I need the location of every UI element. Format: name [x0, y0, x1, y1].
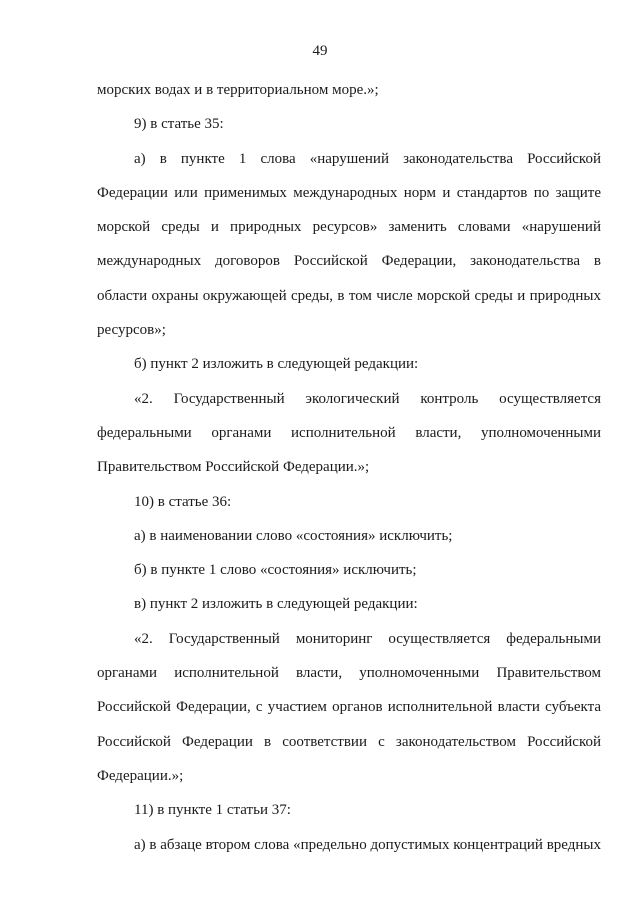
paragraph-quote-monitoring: «2. Государственный мониторинг осуществляется федеральными органами исполнительной власти, уполномоченными Правительством Российской Федерации, с участием органов исполнительной власти субъекта Российской Федерации в соответствии с законодательством Российской Федерации.»; [97, 630, 601, 784]
paragraph-item-11a: а) в абзаце втором слова «предельно допустимых концентраций вредных [134, 836, 601, 853]
document-body [97, 73, 601, 862]
paragraph-quote-control: «2. Государственный экологический контроль осуществляется федеральными органами исполнительной власти, уполномоченными Правительством Российской Федерации.»; [97, 390, 601, 476]
paragraph-item-9a: а) в пункте 1 слова «нарушений законодательства Российской Федерации или применимых международных норм и стандартов по защите морской среды и природных ресурсов» заменить словами «нарушений международных договоров Российской Федерации, законодательства в области охраны окружающей среды, в том числе морской среды и природных ресурсов»; [97, 150, 601, 339]
paragraph-item-9b: б) пункт 2 изложить в следующей редакции: [134, 356, 419, 373]
paragraph-item-10b: б) в пункте 1 слово «состояния» исключить; [134, 562, 417, 579]
paragraph-item-11: 11) в пункте 1 статьи 37: [134, 802, 291, 819]
paragraph-item-10: 10) в статье 36: [134, 493, 232, 510]
paragraph-item-9: 9) в статье 35: [134, 116, 224, 133]
paragraph-item-10v: в) пункт 2 изложить в следующей редакции: [134, 596, 418, 613]
paragraph-item-10a: а) в наименовании слово «состояния» исключить; [134, 527, 453, 544]
paragraph-continuation: морских водах и в территориальном море.»; [97, 82, 379, 98]
page-number: 49 [312, 43, 328, 59]
